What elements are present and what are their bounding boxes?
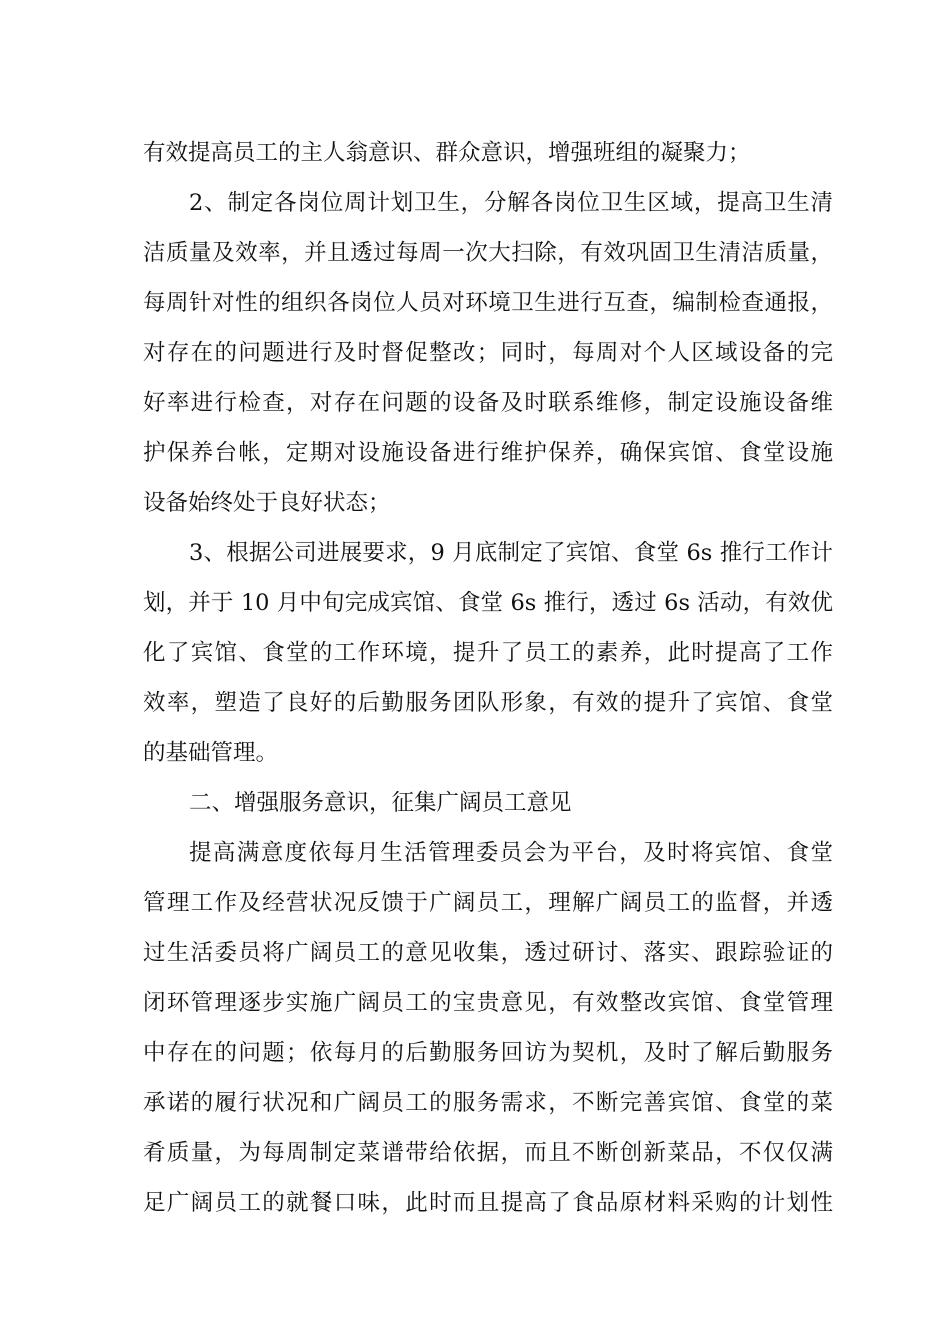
text-line: 的基础管理。 bbox=[143, 740, 279, 766]
text-line: 对存在的问题进行及时督促整改；同时，每周对个人区域设备的完 bbox=[143, 340, 833, 366]
text-line: 闭环管理逐步实施广阔员工的宝贵意见，有效整改宾馆、食堂管理 bbox=[143, 990, 833, 1016]
text-line: 好率进行检查，对存在问题的设备及时联系维修，制定设施设备维 bbox=[143, 390, 833, 416]
text-line: 护保养台帐，定期对设施设备进行维护保养，确保宾馆、食堂设施 bbox=[143, 440, 833, 466]
text-line: 有效提高员工的主人翁意识、群众意识，增强班组的凝聚力； bbox=[143, 140, 751, 166]
text-line: 中存在的问题；依每月的后勤服务回访为契机，及时了解后勤服务 bbox=[143, 1040, 833, 1066]
text-line: 2、制定各岗位周计划卫生，分解各岗位卫生区域，提高卫生清 bbox=[189, 190, 833, 216]
text-line: 划，并于 10 月中旬完成宾馆、食堂 6s 推行，透过 6s 活动，有效优 bbox=[143, 590, 833, 616]
text-line: 过生活委员将广阔员工的意见收集，透过研讨、落实、跟踪验证的 bbox=[143, 940, 833, 966]
text-line: 管理工作及经营状况反馈于广阔员工，理解广阔员工的监督，并透 bbox=[143, 890, 833, 916]
text-line: 提高满意度依每月生活管理委员会为平台，及时将宾馆、食堂 bbox=[189, 840, 833, 866]
text-line: 化了宾馆、食堂的工作环境，提升了员工的素养，此时提高了工作 bbox=[143, 640, 833, 666]
text-line: 设备始终处于良好状态； bbox=[143, 490, 391, 516]
text-line: 承诺的履行状况和广阔员工的服务需求，不断完善宾馆、食堂的菜 bbox=[143, 1090, 833, 1116]
text-line: 每周针对性的组织各岗位人员对环境卫生进行互查，编制检查通报， bbox=[143, 290, 833, 316]
text-line: 足广阔员工的就餐口味，此时而且提高了食品原材料采购的计划性 bbox=[143, 1190, 833, 1216]
text-line: 肴质量，为每周制定菜谱带给依据，而且不断创新菜品，不仅仅满 bbox=[143, 1140, 833, 1166]
section-heading: 二、增强服务意识，征集广阔员工意见 bbox=[189, 790, 572, 816]
text-line: 效率，塑造了良好的后勤服务团队形象，有效的提升了宾馆、食堂 bbox=[143, 690, 833, 716]
body-text bbox=[143, 128, 833, 1228]
text-line: 3、根据公司进展要求，9 月底制定了宾馆、食堂 6s 推行工作计 bbox=[189, 540, 833, 566]
text-line: 洁质量及效率，并且透过每周一次大扫除，有效巩固卫生清洁质量， bbox=[143, 240, 833, 266]
